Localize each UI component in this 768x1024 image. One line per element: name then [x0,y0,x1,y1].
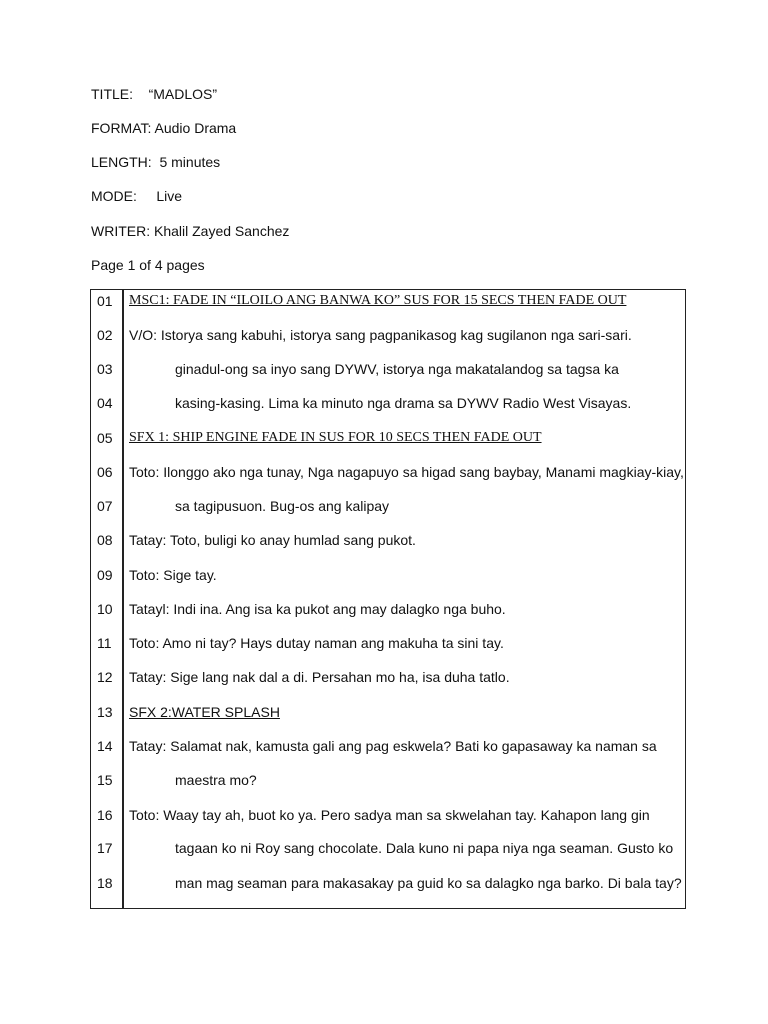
script-row [91,393,685,413]
sound-cue: SFX 2:WATER SPLASH [129,704,280,720]
dialogue-line: Tatay: Salamat nak, kamusta gali ang pag eskwela? Bati ko gapasaway ka naman sa [129,738,657,754]
line-number: 14 [97,738,113,754]
format-line: FORMAT: Audio Drama [91,120,237,136]
dialogue-continuation: maestra mo? [175,772,257,788]
line-number: 08 [97,532,113,548]
dialogue-continuation: tagaan ko ni Roy sang chocolate. Dala kuno ni papa niya nga seaman. Gusto ko [175,840,674,856]
line-number: 03 [97,361,113,377]
line-number: 11 [97,635,112,651]
script-row [91,667,685,687]
line-number: 17 [97,840,113,856]
script-row [91,565,685,585]
script-row [91,838,685,858]
line-number: 10 [97,601,113,617]
dialogue-continuation: sa tagipusuon. Bug-os ang kalipay [175,498,390,514]
length-line: LENGTH: 5 minutes [91,154,221,170]
dialogue-line: Tatayl: Indi ina. Ang isa ka pukot ang may dalagko nga buho. [129,601,506,617]
script-row [91,599,685,619]
script-row [91,736,685,756]
line-number: 09 [97,567,113,583]
sound-cue: MSC1: FADE IN “ILOILO ANG BANWA KO” SUS FOR 15 SECS THEN FADE OUT [129,293,627,308]
dialogue-line: Tatay: Sige lang nak dal a di. Persahan mo ha, isa duha tatlo. [129,669,510,685]
script-row [91,462,685,482]
line-number: 13 [97,704,113,720]
dialogue-line: Toto: Ilonggo ako nga tunay, Nga nagapuyo sa higad sang baybay, Manami magkiay-kiay, [129,464,684,480]
script-row [91,633,685,653]
script-row [91,359,685,379]
script-row [91,702,685,722]
dialogue-continuation: kasing-kasing. Lima ka minuto nga drama sa DYWV Radio West Visayas. [175,395,632,411]
line-number: 01 [97,293,113,309]
dialogue-continuation: ginadul-ong sa inyo sang DYWV, istorya nga makatalandog sa tagsa ka [175,361,619,377]
dialogue-line: Toto: Amo ni tay? Hays dutay naman ang makuha ta sini tay. [129,635,504,651]
sound-cue: SFX 1: SHIP ENGINE FADE IN SUS FOR 10 SECS THEN FADE OUT [129,430,542,445]
writer-line: WRITER: Khalil Zayed Sanchez [91,223,290,239]
dialogue-line: Tatay: Toto, buligi ko anay humlad sang pukot. [129,532,416,548]
line-number: 16 [97,807,113,823]
dialogue-line: Toto: Waay tay ah, buot ko ya. Pero sadya man sa skwelahan tay. Kahapon lang gin [129,807,650,823]
script-row [91,291,685,311]
script-row [91,496,685,516]
script-row [91,325,685,345]
script-row [91,873,685,893]
dialogue-continuation: man mag seaman para makasakay pa guid ko sa dalagko nga barko. Di bala tay? [175,875,682,891]
page-count-line: Page 1 of 4 pages [91,257,205,273]
script-table [90,289,686,909]
line-number: 15 [97,772,113,788]
script-row [91,805,685,825]
line-number: 05 [97,430,113,446]
mode-line: MODE: Live [91,188,183,204]
line-number: 06 [97,464,113,480]
title-line: TITLE: “MADLOS” [91,86,218,102]
script-row [91,530,685,550]
script-row [91,428,685,448]
script-row [91,770,685,790]
dialogue-line: V/O: Istorya sang kabuhi, istorya sang pagpanikasog kag sugilanon nga sari-sari. [129,327,632,343]
line-number: 18 [97,875,113,891]
line-number: 04 [97,395,113,411]
line-number: 02 [97,327,113,343]
line-number: 12 [97,669,113,685]
dialogue-line: Toto: Sige tay. [129,567,217,583]
line-number: 07 [97,498,113,514]
